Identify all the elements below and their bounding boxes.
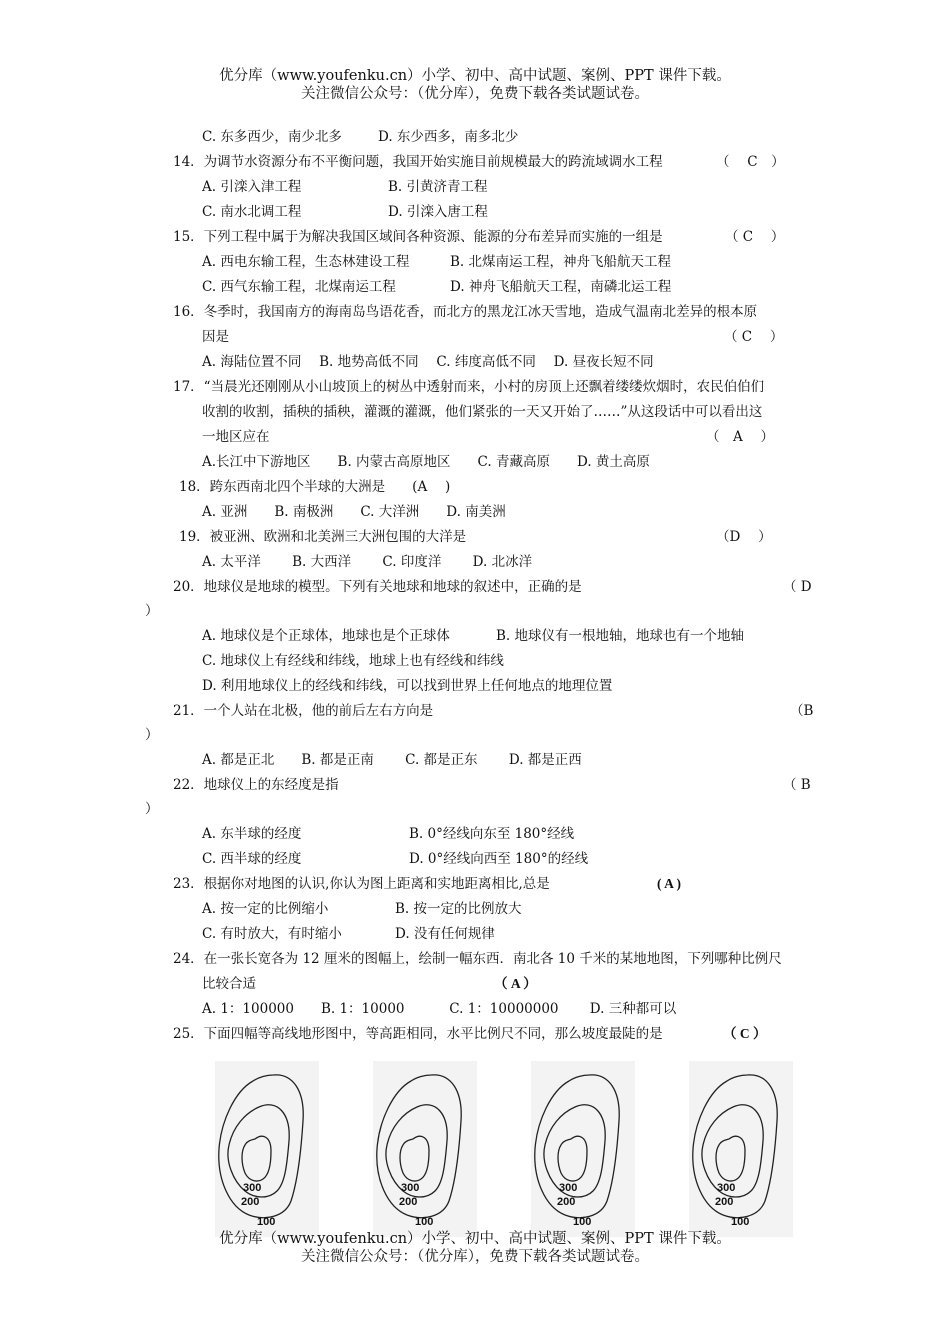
q15-option-b: B. 北煤南运工程，神舟飞船航天工程 <box>450 254 672 270</box>
contour-label-100: 100 <box>573 1216 592 1228</box>
page-footer <box>0 1230 950 1266</box>
q14-stem: 14．为调节水资源分布不平衡问题，我国开始实施目前规模最大的跨流域调水工程 <box>173 154 663 170</box>
contour-label-100: 100 <box>731 1216 750 1228</box>
contour-line-100 <box>219 1075 303 1218</box>
q22-option-b: B. 0°经线向东至 180°经线 <box>409 826 575 842</box>
q23-option-b: B. 按一定的比例放大 <box>395 901 522 917</box>
contour-map-1 <box>215 1061 319 1237</box>
q17-options: A.长江中下游地区 B. 内蒙古高原地区 C. 青藏高原 D. 黄土高原 <box>202 454 650 470</box>
q23-option-c: C. 有时放大，有时缩小 <box>202 926 342 942</box>
contour-map-2 <box>373 1061 477 1237</box>
q21-answer-close: ） <box>145 727 159 743</box>
q17-stem-line-2: 收割的收割，插秧的插秧，灌溉的灌溉，他们紧张的一天又开始了……”从这段话中可以看出这 <box>202 404 763 420</box>
q22-stem: 22．地球仪上的东经度是指 <box>173 777 339 793</box>
contour-label-200: 200 <box>399 1196 418 1208</box>
q16-options: A. 海陆位置不同 B. 地势高低不同 C. 纬度高低不同 D. 昼夜长短不同 <box>202 354 654 370</box>
q15-stem: 15．下列工程中属于为解决我国区域间各种资源、能源的分布差异而实施的一组是 <box>173 229 663 245</box>
q15-option-d: D. 神舟飞船航天工程，南磷北运工程 <box>450 279 672 295</box>
contour-label-300: 300 <box>243 1182 262 1194</box>
contour-line-100 <box>693 1075 777 1218</box>
contour-line-300 <box>558 1136 587 1181</box>
q14-option-d: D. 引滦入唐工程 <box>388 204 488 220</box>
contour-line-100 <box>377 1075 461 1218</box>
q19-options: A. 太平洋 B. 大西洋 C. 印度洋 D. 北冰洋 <box>202 554 533 570</box>
contour-lines-2 <box>373 1061 477 1237</box>
q16-stem-line-1: 16．冬季时，我国南方的海南岛鸟语花香，而北方的黑龙江冰天雪地，造成气温南北差异的根本原 <box>173 304 758 320</box>
footer-line-2: 关注微信公众号：（优分库），免费下载各类试题试卷。 <box>301 1249 649 1265</box>
header-line-1: 优分库（www.youfenku.cn）小学、初中、高中试题、案例、PPT 课件下载。 <box>219 68 731 84</box>
q22-answer-close: ） <box>145 801 159 817</box>
q14-option-a: A. 引滦入津工程 <box>202 179 302 195</box>
contour-label-200: 200 <box>241 1196 260 1208</box>
contour-label-200: 200 <box>557 1196 576 1208</box>
contour-line-300 <box>716 1136 745 1181</box>
q20-option-d: D. 利用地球仪上的经线和纬线，可以找到世界上任何地点的地理位置 <box>202 678 613 694</box>
q21-answer: （B <box>790 703 814 719</box>
q23-answer: ( A ) <box>657 876 682 891</box>
q17-answer: （ A ） <box>706 429 775 445</box>
q20-option-c: C. 地球仪上有经线和纬线，地球上也有经线和纬线 <box>202 653 504 669</box>
q13-option-c: C. 东多西少，南少北多 <box>202 129 342 145</box>
contour-label-200: 200 <box>715 1196 734 1208</box>
contour-lines-1 <box>215 1061 319 1237</box>
q13-option-d: D. 东少西多，南多北少 <box>378 129 519 145</box>
footer-line-1: 优分库（www.youfenku.cn）小学、初中、高中试题、案例、PPT 课件下载。 <box>219 1231 731 1247</box>
q16-answer: （ C ） <box>724 329 784 345</box>
q19-answer: （D ） <box>716 529 772 545</box>
contour-lines-3 <box>531 1061 635 1237</box>
q24-answer: （ A ） <box>494 976 537 991</box>
q20-stem: 20．地球仪是地球的模型。下列有关地球和地球的叙述中，正确的是 <box>173 579 582 595</box>
q24-stem-line-2: 比较合适 <box>202 976 256 992</box>
contour-label-300: 300 <box>717 1182 736 1194</box>
contour-line-100 <box>535 1075 619 1218</box>
q17-stem-line-1: 17．“当晨光还刚刚从小山坡顶上的树丛中透射而来，小村的房顶上还飘着缕缕炊烟时，农民伯伯们 <box>173 379 765 395</box>
q17-stem-line-3: 一地区应在 <box>202 429 270 445</box>
q25-stem: 25．下面四幅等高线地形图中，等高距相同，水平比例尺不同，那么坡度最陡的是 <box>173 1026 663 1042</box>
contour-label-300: 300 <box>559 1182 578 1194</box>
contour-map-4 <box>689 1061 793 1237</box>
contour-lines-4 <box>689 1061 793 1237</box>
q18-stem: 18．跨东西南北四个半球的大洲是 (A ) <box>179 479 451 495</box>
q20-answer-close: ） <box>145 603 159 619</box>
header-line-2: 关注微信公众号：（优分库），免费下载各类试题试卷。 <box>301 86 649 102</box>
q20-answer: （ D <box>783 579 812 595</box>
q21-options: A. 都是正北 B. 都是正南 C. 都是正东 D. 都是正西 <box>202 752 582 768</box>
q20-option-a: A. 地球仪是个正球体，地球也是个正球体 <box>202 628 450 644</box>
q22-option-c: C. 西半球的经度 <box>202 851 302 867</box>
q24-options: A. 1：100000 B. 1：10000 C. 1：10000000 D. 三种都可以 <box>202 1001 677 1017</box>
q19-stem: 19．被亚洲、欧洲和北美洲三大洲包围的大洋是 <box>179 529 467 545</box>
q18-options: A. 亚洲 B. 南极洲 C. 大洋洲 D. 南美洲 <box>202 504 506 520</box>
q16-stem-line-2: 因是 <box>202 329 229 345</box>
q22-answer: （ B <box>783 777 811 793</box>
q24-stem-line-1: 24．在一张长宽各为 12 厘米的图幅上，绘制一幅东西．南北各 10 千米的某地地图，下列哪种比例尺 <box>173 951 782 967</box>
q23-option-d: D. 没有任何规律 <box>395 926 495 942</box>
q14-answer: （ C ） <box>716 154 785 170</box>
contour-line-300 <box>400 1136 429 1181</box>
q22-option-d: D. 0°经线向西至 180°的经线 <box>409 851 589 867</box>
q20-option-b: B. 地球仪有一根地轴，地球也有一个地轴 <box>496 628 745 644</box>
q22-option-a: A. 东半球的经度 <box>202 826 302 842</box>
q25-answer: （ C ） <box>723 1026 767 1041</box>
contour-label-100: 100 <box>257 1216 276 1228</box>
q14-option-c: C. 南水北调工程 <box>202 204 302 220</box>
contour-label-300: 300 <box>401 1182 420 1194</box>
q14-option-b: B. 引黄济青工程 <box>388 179 488 195</box>
contour-map-3 <box>531 1061 635 1237</box>
q23-stem: 23．根据你对地图的认识,你认为图上距离和实地距离相比,总是 <box>173 876 550 892</box>
contour-line-300 <box>242 1136 271 1181</box>
q15-option-c: C. 西气东输工程，北煤南运工程 <box>202 279 396 295</box>
q21-stem: 21．一个人站在北极，他的前后左右方向是 <box>173 703 434 719</box>
q15-answer: （ C ） <box>725 229 785 245</box>
contour-label-100: 100 <box>415 1216 434 1228</box>
q15-option-a: A. 西电东输工程，生态林建设工程 <box>202 254 410 270</box>
q23-option-a: A. 按一定的比例缩小 <box>202 901 329 917</box>
page-header <box>0 67 950 103</box>
